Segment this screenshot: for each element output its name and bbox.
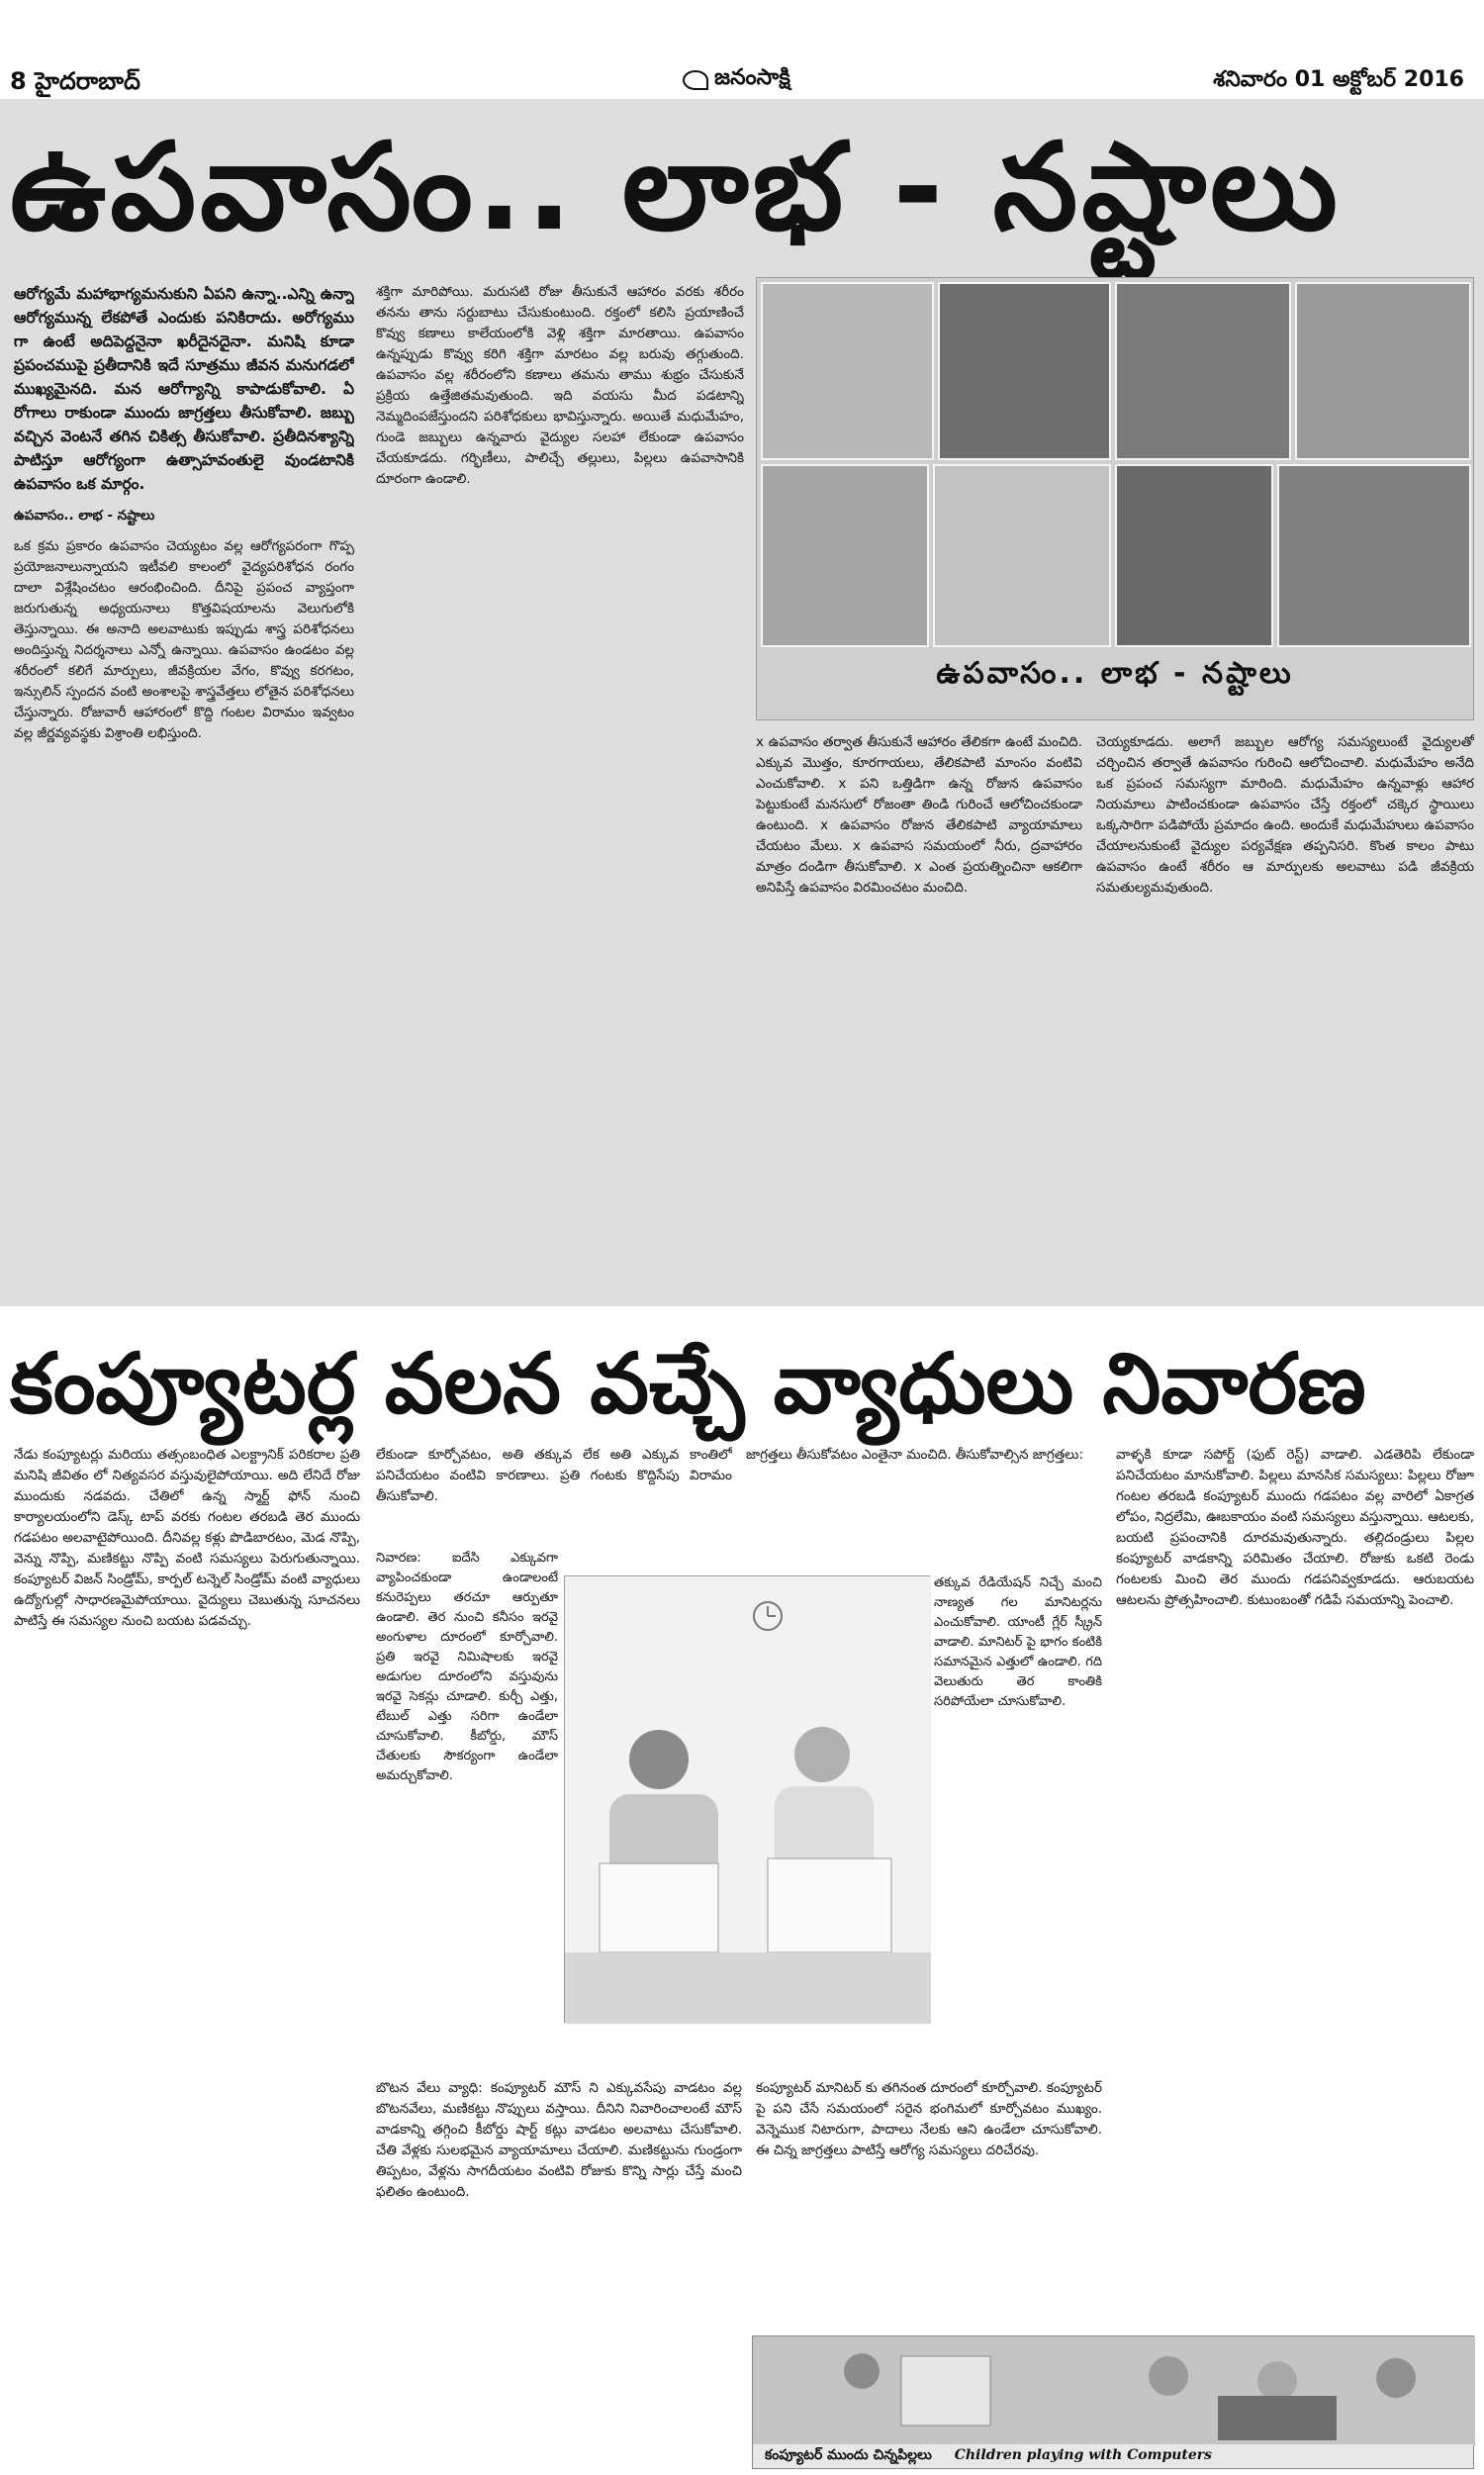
office-workers-illustration: [565, 1576, 931, 2024]
children-computers-photo: [752, 2335, 1474, 2469]
photo-tile-monk: [761, 282, 934, 460]
story-computer-body-3c: కంప్యూటర్ మానిటర్ కు తగినంత దూరంలో కూర్చోవాలి. కంప్యూటర్ పై పని చేసే సమయంలో సరైన భంగిమలో కూర్చోవటం ముఖ్యం. వెన్నెముక నిటారుగా, పాదాలు నేలకు ఆని ఉండేలా చూసుకోవాలి. ఈ చిన్న జాగ్రత్తలు పాటిస్తే ఆరోగ్య సమస్యలు దరిచేరవు.: [756, 2080, 1102, 2158]
photo-tile-meal: [1295, 282, 1471, 460]
story-fasting-body-4: చెయ్యకూడదు. అలాగే జబ్బుల ఆరోగ్య సమస్యలుంటే వైద్యులతో చర్చించిన తర్వాతే ఉపవాసం గురించి ఆలోచించాలి. మధుమేహం అనేది ఒక ప్రపంచ సమస్యగా మారింది. మధుమేహం ఉన్నవాళ్లు ఆహార నియమాలు పాటించకుండా ఉపవాసం చేస్తే రక్తంలో చక్కెర స్థాయిలు ఒక్కసారిగా పడిపోయే ప్రమాదం ఉంది. అందుకే మధుమేహులు ఉపవాసం చేయాలనుకుంటే వైద్యుల పర్యవేక్షణ తప్పనిసరి. కొంత కాలం పాటు ఉపవాసం ఉంటే శరీరం ఆ మార్పులకు అలవాటు పడి జీవక్రియ సమతుల్యమవుతుంది.: [1096, 734, 1474, 896]
story-computer-column-1: [14, 1445, 360, 2464]
story-fasting-column-2: [376, 282, 744, 1291]
story-computer-body-2c: బొటన వేలు వ్యాధి: కంప్యూటర్ మౌస్ ని ఎక్కువసేపు వాడటం వల్ల బొటనవేలు, మణికట్టు నొప్పులు వస్తాయి. దీనిని నివారించాలంటే మౌస్ వాడకాన్ని తగ్గించి కీబోర్డు షార్ట్ కట్లు వాడటం అలవాటు చేసుకోవాలి. చేతి వేళ్లకు సులభమైన వ్యాయామాలు చేయాలి. మణికట్టును గుండ్రంగా తిప్పటం, వేళ్లను సాగదీయటం వంటివి రోజుకు కొన్ని సార్లు చేస్తే మంచి ఫలితం ఉంటుంది.: [376, 2080, 742, 2200]
story-computer-body-2b: నివారణ: ఐదేసి ఎక్కువగా వ్యాపించకుండా ఉండాలంటే కనురెప్పలు తరచూ ఆర్పుతూ ఉండాలి. తెర నుంచి కనీసం ఇరవై అంగుళాల దూరంలో కూర్చోవాలి. ప్రతి ఇరవై నిమిషాలకు ఇరవై అడుగుల దూరంలోని వస్తువును ఇరవై సెకన్లు చూడాలి. కుర్చీ ఎత్తు, టేబుల్ ఎత్తు సరిగా ఉండేలా చూసుకోవాలి. కీబోర్డు, మౌస్ చేతులకు సౌకర్యంగా ఉండేలా అమర్చుకోవాలి.: [376, 1551, 558, 1783]
photo-tile-poster: [933, 464, 1111, 647]
story-fasting-body-3: x ఉపవాసం తర్వాత తీసుకునే ఆహారం తేలికగా ఉంటే మంచిది. ఎక్కువ మొత్తం, కూరగాయలు, తేలికపాటి మాంసం వంటివి ఎంచుకోవాలి. x పని ఒత్తిడిగా ఉన్న రోజున ఉపవాసం పెట్టుకుంటే మనసులో రోజంతా తిండి గురించే ఆలోచించకుండా ఉంటుంది. x ఉపవాసం రోజున తేలికపాటి వ్యాయామాలు చేయటం మేలు. x ఉపవాస సమయంలో నీరు, ద్రవాహారం మాత్రం దండిగా తీసుకోవాలి. x ఎంత ప్రయత్నించినా ఆకలిగా అనిపిస్తే ఉపవాసం విరమించటం మంచిది.: [756, 734, 1082, 896]
logo-icon: [683, 70, 708, 90]
story-computer-body-1: నేడు కంప్యూటర్లు మరియు తత్సంబంధిత ఎలక్ట్రానిక్ పరికరాల ప్రతి మనిషి జీవితం లో నిత్యవసర వస్తువులైపోయాయి. అది లేనిదే రోజు ముందుకు నడవదు. చేతిలో ఉన్న స్మార్ట్ ఫోన్ నుంచి కార్యాలయంలోని డెస్క్ టాప్ వరకు గంటల తరబడి తెర ముందు గడపటం అలవాటైపోయింది. దీనివల్ల కళ్లు పొడిబారటం, మెడ నొప్పి, వెన్ను నొప్పి, మణికట్టు నొప్పి వంటి సమస్యలు పెరుగుతున్నాయి. కంప్యూటర్ విజన్ సిండ్రోమ్, కార్పల్ టన్నెల్ సిండ్రోమ్ వంటి వ్యాధులు ఉద్యోగుల్లో సాధారణమైపోయాయి. వైద్యులు చెబుతున్న సూచనలు పాటిస్తే ఈ సమస్యల నుంచి బయట పడవచ్చు.: [14, 1447, 360, 1629]
photo-tile-eating: [1115, 464, 1273, 647]
story-computer-body-3: జాగ్రత్తలు తీసుకోవటం ఎంతైనా మంచిది. తీసుకోవాల్సిన జాగ్రత్తలు:: [746, 1447, 1083, 1463]
fasting-photo-collage: [756, 277, 1474, 720]
photo-tile-women: [761, 464, 929, 647]
monitor-1: [901, 2356, 990, 2426]
story-fasting-body-1: ఒక క్రమ ప్రకారం ఉపవాసం చెయ్యటం వల్ల ఆరోగ్యపరంగా గొప్ప ప్రయోజనాలున్నాయని ఇటీవలి కాలంలో వైద్యపరిశోధన రంగం దాలా విశ్లేషించటం ఆరంభించింది. దీనిపై ప్రపంచ వ్యాప్తంగా జరుగుతున్న అధ్యయనాలు కొత్తవిషయాలను వెలుగులోకి తెస్తున్నాయి. ఈ అనాది అలవాటుకు ఇప్పుడు శాస్త్ర పరిశోధనలు అందిస్తున్న నిదర్శనాలు ఎన్నో ఉన్నాయి. ఉపవాసం ఉండటం వల్ల శరీరంలో కలిగే మార్పులు, జీవక్రియల వేగం, కొవ్వు కరగటం, ఇన్సులిన్ స్పందన వంటి అంశాలపై శాస్త్రవేత్తలు లోతైన పరిశోధనలు చేస్తున్నారు. రోజువారీ ఆహారంలో కొద్ది గంటల విరామం ఇవ్వటం వల్ల జీర్ణవ్యవస్థకు విశ్రాంతి లభిస్తుంది.: [14, 538, 354, 741]
story-computer-column-3b: [934, 1573, 1102, 2068]
child-4: [1376, 2358, 1416, 2398]
page-number: 8 హైదరాబాద్: [10, 67, 140, 95]
story-computer-column-2: [376, 1445, 732, 1539]
story-computer-body-3b: తక్కువ రేడియేషన్ నిచ్చే మంచి నాణ్యత గల మానిటర్లను ఎంచుకోవాలి. యాంటీ గ్లేర్ స్క్రీన్ వాడాలి. మానిటర్ పై భాగం కంటికి సమానమైన ఎత్తులో ఉండాలి. గది వెలుతురు తెర కాంతికి సరిపోయేలా చూసుకోవాలి.: [934, 1575, 1102, 1709]
fasting-photo-caption: ఉపవాసం.. లాభ - నష్టాలు: [936, 656, 1294, 691]
photo-tile-gathering: [1277, 464, 1471, 647]
woman-head: [794, 1727, 850, 1782]
laptop-left: [600, 1863, 718, 1952]
story-fasting: [0, 99, 1484, 1306]
office-workers-photo: [564, 1575, 930, 2023]
paper-name: జనంసాక్షి: [714, 65, 790, 90]
issue-date: శనివారం 01 అక్టోబర్ 2016: [1213, 67, 1464, 92]
story-fasting-column-4: [1096, 732, 1474, 1296]
story-fasting-headline: ఉపవాసం.. లాభ - నష్టాలు: [10, 117, 1342, 257]
photo-tile-crowd: [1115, 282, 1291, 460]
story-computer-body-2: లేకుండా కూర్చోవటం, అతి తక్కువ లేక అతి ఎక్కువ కాంతిలో పనిచేయటం వంటివి కారణాలు. ప్రతి గంటకు కొద్దిసేపు విరామం తీసుకోవాలి.: [376, 1447, 732, 1504]
story-computer-column-3: [746, 1445, 1098, 1564]
children-illustration: [753, 2336, 1475, 2446]
story-computer-headline: కంప్యూటర్ల వలన వచ్చే వ్యాధులు నివారణ: [10, 1335, 1366, 1432]
masthead: [0, 0, 1484, 94]
photo-tile-idol: [938, 282, 1111, 460]
child-3: [1257, 2361, 1297, 2401]
children-photo-caption: కంప్యూటర్ ముందు చిన్నపిల్లలు Children playing with Computers: [753, 2444, 1473, 2468]
story-fasting-column-1: [14, 282, 354, 1291]
story-computer-body-4: వాళ్ళకి కూడా సపోర్ట్ (ఫుట్ రెస్ట్) వాడాలి. ఎడతెరిపి లేకుండా పనిచేయటం మానుకోవాలి. పిల్లలు మానసిక సమస్యలు: పిల్లలు రోజూ గంటల తరబడి కంప్యూటర్ ముందు గడపటం వల్ల వారిలో ఏకాగ్రత లోపం, నిద్రలేమి, ఊబకాయం వంటి సమస్యలు వస్తున్నాయి. ఆటలకు, బయటి ప్రపంచానికి దూరమవుతున్నారు. తల్లిదండ్రులు పిల్లల కంప్యూటర్ వాడకాన్ని పరిమితం చేయాలి. రోజుకు ఒకటి రెండు గంటలకు మించి తెర ముందు గడపనివ్వకూడదు. ఆరుబయట ఆటలను ప్రోత్సహించాలి. కుటుంబంతో గడిపే సమయాన్ని పెంచాలి.: [1116, 1447, 1474, 1608]
story-fasting-body-2: శక్తిగా మారిపోయి. మరుసటి రోజు తీసుకునే ఆహారం వరకు శరీరం తనను తాను సర్దుబాటు చేసుకుంటుంది. రక్తంలో కలిసి ప్రయాణించే కొవ్వు కణాలు కాలేయంలోకి వెళ్లి శక్తిగా మారతాయి. ఉపవాసం ఉన్నప్పుడు కొవ్వు కరిగి శక్తిగా మారటం వల్ల బరువు తగ్గుతుంది. ఉపవాసం వల్ల శరీరంలోని కణాలు తమను తాము శుభ్రం చేసుకునే ప్రక్రియ ఉత్తేజితమవుతుంది. ఇది వయసు మీద పడటాన్ని నెమ్మదింపజేస్తుందని పరిశోధకులు భావిస్తున్నారు. అయితే మధుమేహం, గుండె జబ్బులు ఉన్నవారు వైద్యుల సలహా లేకుండా ఉపవాసం చేయకూడదు. గర్భిణీలు, పాలిచ్చే తల్లులు, పిల్లలు ఉపవాసానికి దూరంగా ఉండాలి.: [376, 284, 744, 487]
child-2: [1149, 2356, 1188, 2396]
story-computer-column-2b: [376, 1549, 558, 2073]
paper-logo: [683, 65, 790, 95]
story-computer-column-3c: [756, 2078, 1102, 2326]
story-computer-column-4: [1116, 1445, 1474, 2335]
story-computer-column-2c: [376, 2078, 742, 2464]
story-fasting-subhead: ఉపవాసం.. లాభ - నష్టాలు: [14, 508, 155, 524]
story-fasting-column-3: [756, 732, 1082, 1296]
desk: [565, 1952, 931, 2024]
story-computer-diseases: [0, 1316, 1484, 2475]
laptop-right: [768, 1858, 891, 1952]
laptop-kids: [1218, 2396, 1337, 2440]
man-head: [629, 1730, 689, 1789]
story-fasting-lead: ఆరోగ్యమే మహాభాగ్యమనుకుని ఏపని ఉన్నా..ఎన్ని ఉన్నా ఆరోగ్యమున్న లేకపోతే ఎందుకు పనికిరాదు. అరోగ్యము గా ఉంటే అదిపెద్దనైనా ఖరీదైనదైనా. మనిషి కూడా ప్రపంచముపై ప్రతీదానికి ఇదే సూత్రము జీవన మనుగడలో ముఖ్యమైనది. మన ఆరోగ్యాన్ని కాపాడుకోవాలి. ఏ రోగాలు రాకుండా ముందు జాగ్రత్తలు తీసుకోవాలి. జబ్బు వచ్చిన వెంటనే తగిన చికిత్స తీసుకోవాలి. ప్రతీదినశ్యాన్ని పాటిస్తూ ఆరోగ్యంగా ఉత్సాహవంతులై వుండటానికి ఉపవాసం ఒక మార్గం.: [14, 285, 354, 493]
child-1: [844, 2353, 880, 2389]
